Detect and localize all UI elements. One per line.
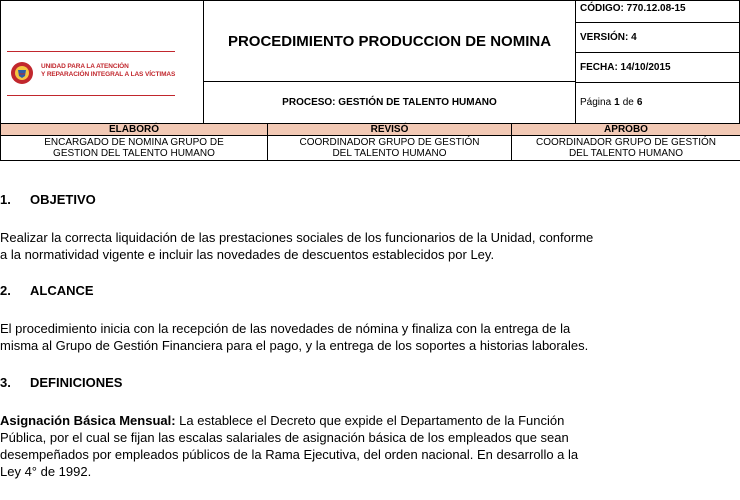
signature-table	[0, 123, 740, 161]
aprobo-value: COORDINADOR GRUPO DE GESTIÓN DEL TALENTO HUMANO	[512, 136, 740, 161]
logo-divider-bottom	[7, 95, 175, 96]
meta-cell	[576, 1, 740, 124]
section-definiciones-text: Asignación Básica Mensual: La establece el Decreto que expide el Departamento de la Función Pública, por el cual se fijan las escalas salariales de asignación básica de los empleados que sean desempeñados por empleados públicos de la Rama Ejecutiva, del orden nacional. En desarrollo a la Ley 4° de 1992.	[0, 413, 579, 479]
section-definiciones-heading: 3. DEFINICIONES	[0, 375, 123, 390]
section-alcance-heading: 2. ALCANCE	[0, 283, 94, 298]
codigo: CÓDIGO: 770.12.08-15	[576, 2, 739, 23]
process-name: PROCESO: GESTIÓN DE TALENTO HUMANO	[282, 97, 497, 108]
elaboro-header: ELABORÓ	[1, 124, 268, 136]
elaboro-value: ENCARGADO DE NOMINA GRUPO DE GESTION DEL TALENTO HUMANO	[1, 136, 268, 161]
coat-of-arms-icon	[10, 61, 34, 85]
document-header	[0, 0, 740, 124]
page-indicator: Página 1 de 6	[580, 97, 643, 108]
section-alcance-text: El procedimiento inicia con la recepción de las novedades de nómina y finaliza con la entrega de la misma al Grupo de Gestión Financiera para el pago, y la entrega de los soportes a historias laborales.	[0, 321, 589, 353]
reviso-value: COORDINADOR GRUPO DE GESTIÓN DEL TALENTO HUMANO	[268, 136, 512, 161]
document-title: PROCEDIMIENTO PRODUCCION DE NOMINA	[204, 1, 575, 82]
logo-text: UNIDAD PARA LA ATENCIÓN Y REPARACIÓN INTEGRAL A LAS VÍCTIMAS	[41, 63, 176, 78]
section-objetivo-heading: 1. OBJETIVO	[0, 192, 96, 207]
logo-cell	[1, 1, 204, 124]
reviso-header: REVISÓ	[268, 124, 512, 136]
version: VERSIÓN: 4	[576, 23, 739, 53]
aprobo-header: APROBO	[512, 124, 740, 136]
fecha: FECHA: 14/10/2015	[576, 53, 739, 83]
section-objetivo-text: Realizar la correcta liquidación de las prestaciones sociales de los funcionarios de la Unidad, conforme a la normatividad vigente e incluir las novedades de descuentos establecidos por Ley.	[0, 230, 594, 262]
definition-term: Asignación Básica Mensual:	[0, 413, 176, 428]
logo-divider-top	[7, 51, 175, 52]
title-cell	[204, 1, 576, 124]
